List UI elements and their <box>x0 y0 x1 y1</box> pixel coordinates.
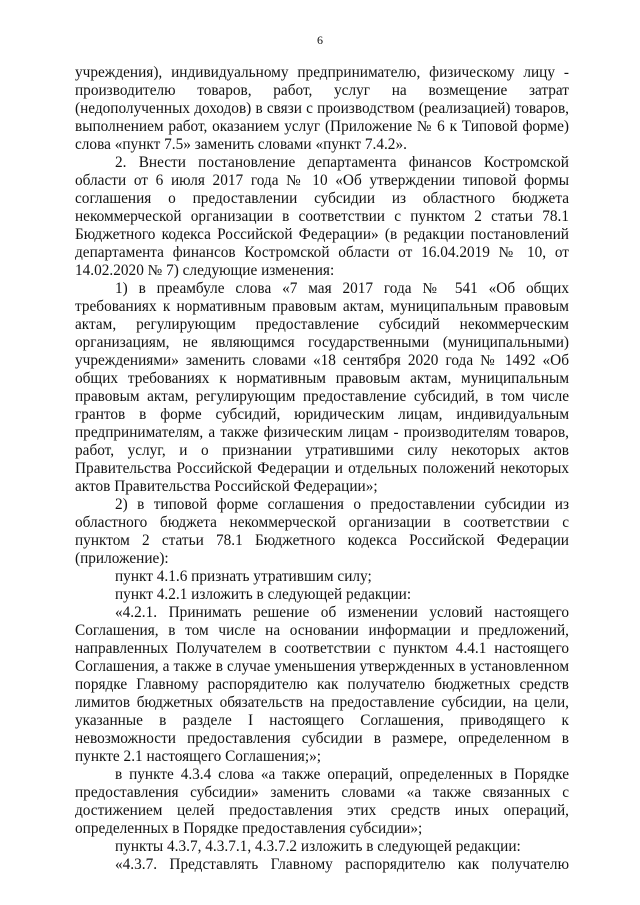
text-line: работ, услуг, и о признании утратившими силу некоторых актов <box>75 442 569 459</box>
text-line: общих требованиях к нормативным правовым актам, муниципальным <box>75 370 569 387</box>
text-line: слова «пункт 7.5» заменить словами «пункт 7.4.2». <box>75 136 407 153</box>
text-line: предпринимателям, а также физическим лицам - производителям товаров, <box>75 424 569 441</box>
text-line: достижением целей предоставления этих средств иных операций, <box>75 802 569 819</box>
text-line: некоммерческой организации в соответствии с пунктом 2 статьи 78.1 <box>75 208 569 225</box>
text-line: областного бюджета некоммерческой организации в соответствии с <box>75 514 569 531</box>
text-line: направленных Получателем в соответствии с пунктом 4.4.1 настоящего <box>75 640 569 657</box>
text-line: 1) в преамбуле слова «7 мая 2017 года № 541 «Об общих <box>115 280 569 297</box>
text-line: учреждения), индивидуальному предпринимателю, физическому лицу - <box>75 64 569 81</box>
text-line: организациям, не являющимся государственными (муниципальными) <box>75 334 569 351</box>
text-line: в пункте 4.3.4 слова «а также операций, определенных в Порядке <box>115 766 569 783</box>
text-line: «4.3.7. Представлять Главному распорядителю как получателю <box>115 856 569 873</box>
text-line: 14.02.2020 № 7) следующие изменения: <box>75 262 335 279</box>
text-line: соглашения о предоставлении субсидии из областного бюджета <box>75 190 569 207</box>
text-line: учреждениями» заменить словами «18 сентября 2020 года № 1492 «Об <box>75 352 569 369</box>
text-line: (недополученных доходов) в связи с производством (реализацией) товаров, <box>75 100 569 117</box>
text-line: пункт 4.2.1 изложить в следующей редакции: <box>115 586 412 603</box>
text-line: выполнением работ, оказанием услуг (Приложение № 6 к Типовой форме) <box>75 118 569 135</box>
text-line: департамента финансов Костромской области от 16.04.2019 № 10, от <box>75 244 569 261</box>
page-number: 6 <box>317 33 323 47</box>
text-line: (приложение): <box>75 550 169 567</box>
text-line: определенных в Порядке предоставления субсидии»; <box>75 820 423 837</box>
text-line: грантов в форме субсидий, юридическим лицам, индивидуальным <box>75 406 569 423</box>
text-line: 2. Внести постановление департамента финансов Костромской <box>115 154 569 171</box>
document-body <box>75 64 569 874</box>
text-line: «4.2.1. Принимать решение об изменении условий настоящего <box>115 604 569 621</box>
text-line: актам, регулирующим предоставление субсидий некоммерческим <box>75 316 569 333</box>
text-line: производителю товаров, работ, услуг на возмещение затрат <box>75 82 569 99</box>
text-line: области от 6 июля 2017 года № 10 «Об утверждении типовой формы <box>75 172 569 189</box>
text-line: невозможности предоставления субсидии в размере, определенном в <box>75 730 569 747</box>
text-line: Соглашения, а также в случае уменьшения утвержденных в установленном <box>75 658 569 675</box>
text-line: Бюджетного кодекса Российской Федерации» (в редакции постановлений <box>75 226 569 243</box>
text-line: пункт 4.1.6 признать утратившим силу; <box>115 568 372 585</box>
text-line: актов Правительства Российской Федерации»; <box>75 478 378 495</box>
text-line: пункты 4.3.7, 4.3.7.1, 4.3.7.2 изложить в следующей редакции: <box>115 838 521 855</box>
text-line: пункте 2.1 настоящего Соглашения;»; <box>75 748 321 765</box>
text-line: указанные в разделе I настоящего Соглашения, приводящего к <box>75 712 569 729</box>
text-line: порядке Главному распорядителю как получателю бюджетных средств <box>75 676 569 693</box>
text-line: 2) в типовой форме соглашения о предоставлении субсидии из <box>115 496 569 513</box>
text-line: предоставления субсидии» заменить словами «а также связанных с <box>75 784 569 801</box>
text-line: пунктом 2 статьи 78.1 Бюджетного кодекса Российской Федерации <box>75 532 569 549</box>
text-line: Соглашения, в том числе на основании информации и предложений, <box>75 622 569 639</box>
text-line: требованиях к нормативным правовым актам, муниципальным правовым <box>75 298 569 315</box>
text-line: правовым актам, регулирующим предоставление субсидий, в том числе <box>75 388 569 405</box>
text-line: Правительства Российской Федерации и отдельных положений некоторых <box>75 460 569 477</box>
text-line: лимитов бюджетных обязательств на предоставление субсидии, на цели, <box>75 694 569 711</box>
